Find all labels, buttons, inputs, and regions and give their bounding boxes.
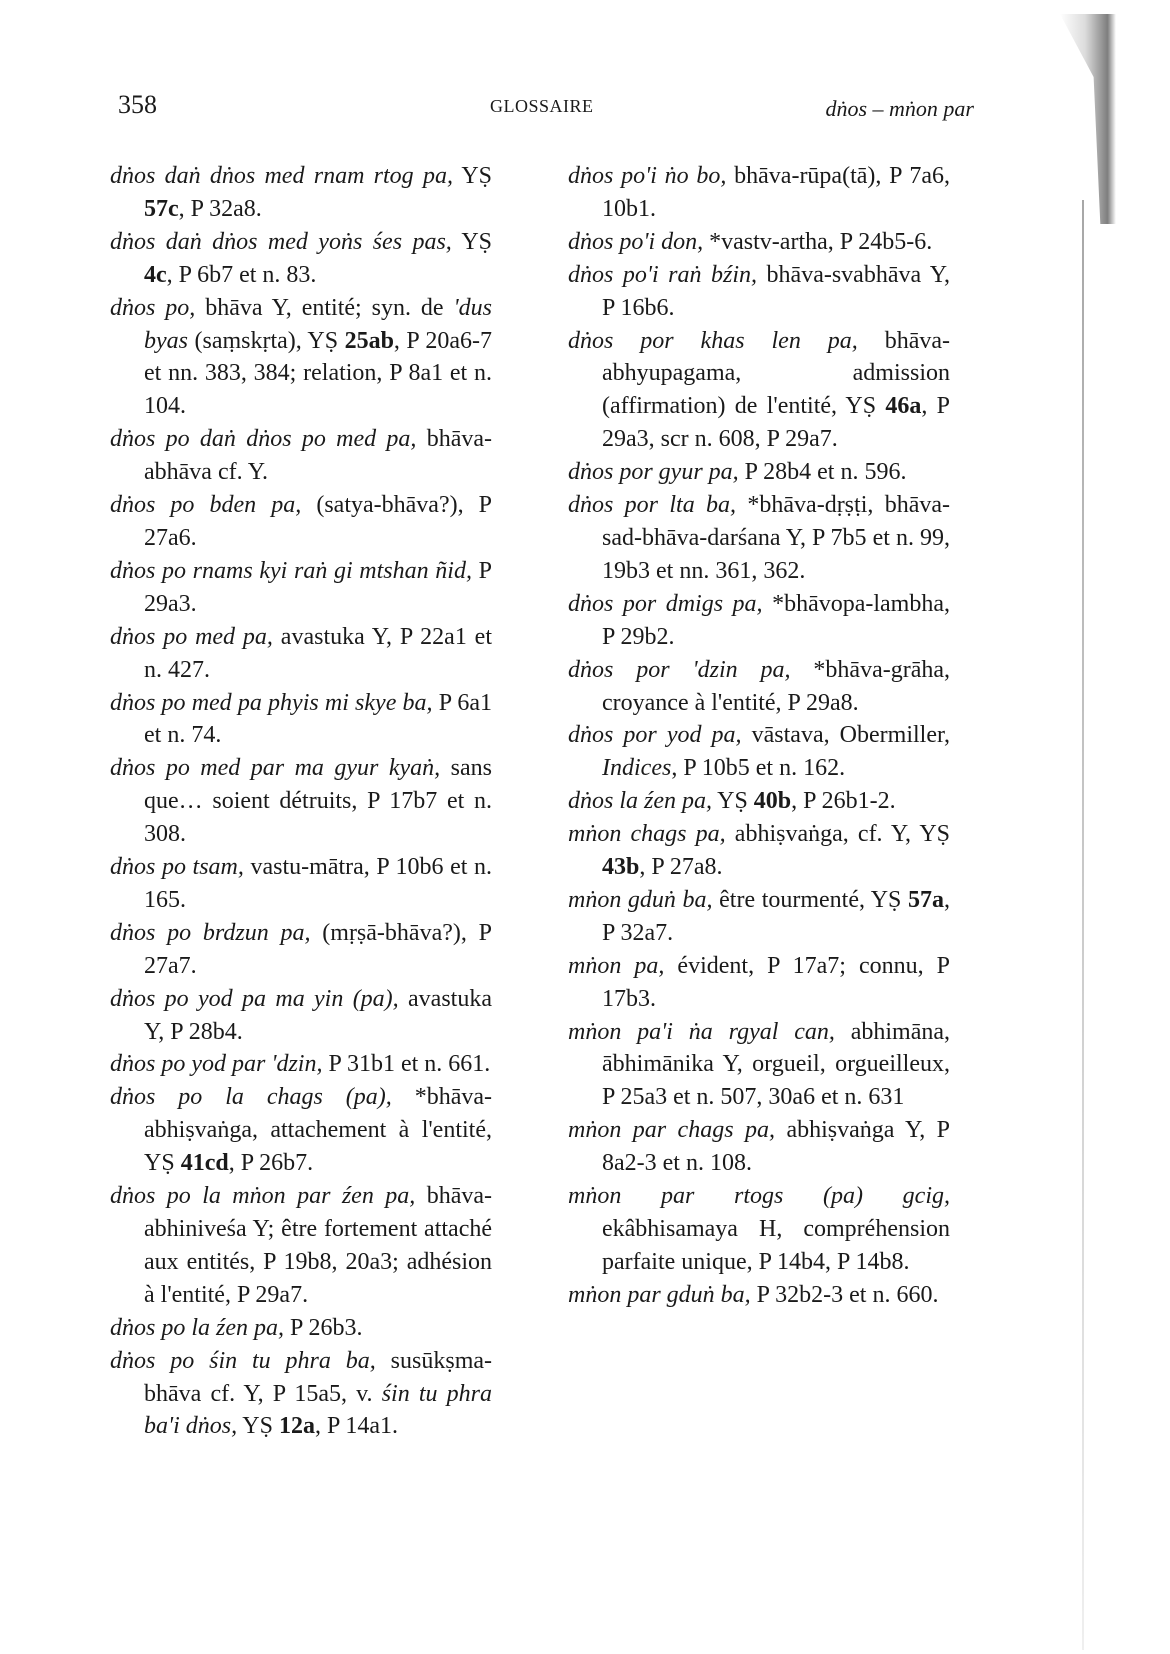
glossary-term: dṅos po med par ma gyur kyaṅ, — [110, 755, 441, 782]
glossary-term: dṅos po'i ṅo bo, — [568, 163, 727, 189]
glossary-term: dṅos po yod pa ma yin (pa), — [110, 985, 399, 1012]
glossary-term: dṅos po brdzun pa, — [110, 919, 311, 946]
glossary-term: dṅos la źen pa, — [568, 788, 712, 815]
glossary-entry: dṅos por dmigs pa, *bhāvopa-lambha, P 29b2. — [568, 590, 950, 650]
scan-edge-line — [1082, 200, 1084, 1650]
glossary-term: dṅos po yod par 'dzin, — [110, 1051, 323, 1078]
scan-edge-shadow — [1060, 14, 1116, 224]
italic-reference: śin tu phra ba'i dṅos, — [144, 1380, 492, 1440]
glossary-term: dṅos po med pa phyis mi skye ba, — [110, 689, 433, 716]
glossary-column-left — [110, 160, 492, 1443]
italic-reference: Indices — [602, 755, 672, 782]
running-title: GLOSSAIRE — [490, 96, 594, 116]
glossary-entry: dṅos po, bhāva Y, entité; syn. de 'dus byas (saṃskṛta), YṢ 25ab, P 20a6-7 et nn. 383, 384; relation, P 8a1 et n. 104. — [110, 294, 493, 420]
verse-reference: 25ab — [344, 327, 394, 354]
glossary-entry: dṅos po med par ma gyur kyaṅ, sans que… soient détruits, P 17b7 et n. 308. — [110, 755, 493, 848]
glossary-entry: mṅon gduṅ ba, être tourmenté, YṢ 57a, P 32a7. — [568, 886, 950, 946]
glossary-entry: dṅos po'i ṅo bo, bhāva-rūpa(tā), P 7a6, 10b1. — [568, 163, 950, 222]
glossary-term: dṅos por 'dzin pa, — [568, 656, 791, 683]
verse-reference: 40b — [753, 788, 792, 815]
italic-reference: 'dus byas — [144, 294, 493, 354]
glossary-entry: dṅos po la chags (pa), *bhāva-abhiṣvaṅga, attachement à l'entité, YṢ 41cd, P 26b7. — [110, 1084, 493, 1177]
glossary-term: dṅos po bden pa, — [110, 492, 302, 519]
glossary-term: dṅos po, — [110, 294, 196, 321]
glossary-entry: dṅos daṅ dṅos med yoṅs śes pas, YṢ 4c, P 6b7 et n. 83. — [110, 228, 493, 288]
glossary-term: mṅon par gduṅ ba, — [568, 1281, 751, 1308]
glossary-term: dṅos daṅ dṅos med yoṅs śes pas, — [110, 228, 452, 255]
verse-reference: 46a — [885, 393, 922, 420]
glossary-term: dṅos po med pa, — [110, 623, 273, 650]
glossary-entry: dṅos po bden pa, (satya-bhāva?), P 27a6. — [110, 492, 493, 551]
glossary-entry: dṅos po la mṅon par źen pa, bhāva-abhiniveśa Y; être fortement attaché aux entités, P 19b8, 20a3; adhésion à l'entité, P 29a7. — [110, 1183, 493, 1308]
verse-reference: 12a — [278, 1413, 315, 1440]
glossary-term: dṅos por yod pa, — [568, 722, 742, 749]
glossary-entry: dṅos po śin tu phra ba, susūkṣma-bhāva cf. Y, P 15a5, v. śin tu phra ba'i dṅos, YṢ 12a, P 14a1. — [110, 1347, 493, 1440]
glossary-entry: mṅon par gduṅ ba, P 32b2-3 et n. 660. — [568, 1281, 939, 1308]
verse-reference: 41cd — [180, 1150, 229, 1177]
glossary-term: dṅos po daṅ dṅos po med pa, — [110, 426, 417, 453]
glossary-entry: dṅos po med pa phyis mi skye ba, P 6a1 et n. 74. — [110, 689, 493, 749]
verse-reference: 57a — [908, 886, 944, 913]
glossary-entry: mṅon pa'i ṅa rgyal can, abhimāna, ābhimānika Y, orgueil, orgueilleux, P 25a3 et n. 507, 30a6 et n. 631 — [568, 1018, 950, 1111]
glossary-term: dṅos po'i don, — [568, 228, 704, 255]
glossary-term: dṅos po la chags (pa), — [110, 1084, 392, 1111]
glossary-entry: dṅos por lta ba, *bhāva-dṛṣṭi, bhāva-sad-bhāva-darśana Y, P 7b5 et n. 99, 19b3 et nn. 361, 362. — [568, 492, 950, 584]
entry-range: dṅos – mṅon par — [825, 96, 974, 121]
glossary-entry: dṅos por yod pa, vāstava, Obermiller, Indices, P 10b5 et n. 162. — [568, 722, 951, 782]
glossary-entry: mṅon par rtogs (pa) gcig, ekâbhisamaya H, compréhension parfaite unique, P 14b4, P 14b8. — [568, 1183, 950, 1275]
glossary-entry: dṅos por khas len pa, bhāva-abhyupagama, admission (affirmation) de l'entité, YṢ 46a, P 29a3, scr n. 608, P 29a7. — [568, 327, 951, 453]
glossary-term: mṅon gduṅ ba, — [568, 886, 713, 913]
glossary-entry: dṅos po daṅ dṅos po med pa, bhāva-abhāva cf. Y. — [110, 426, 492, 486]
glossary-entry: mṅon par chags pa, abhiṣvaṅga Y, P 8a2-3 et n. 108. — [568, 1117, 950, 1177]
glossary-term: mṅon chags pa, — [568, 821, 726, 848]
glossary-term: dṅos po la mṅon par źen pa, — [110, 1183, 416, 1210]
glossary-term: dṅos po tsam, — [110, 854, 244, 881]
glossary-term: dṅos po rnams kyi raṅ gi mtshan ñid, — [110, 557, 472, 584]
verse-reference: 43b — [602, 854, 640, 881]
glossary-term: mṅon pa, — [568, 952, 665, 979]
glossary-term: dṅos por lta ba, — [568, 492, 737, 519]
glossary-entry: dṅos po tsam, vastu-mātra, P 10b6 et n. 165. — [110, 854, 493, 913]
glossary-entry: dṅos po la źen pa, P 26b3. — [110, 1314, 363, 1341]
glossary-entry: dṅos po yod pa ma yin (pa), avastuka Y, P 28b4. — [110, 985, 492, 1045]
glossary-entry: dṅos po'i raṅ bźin, bhāva-svabhāva Y, P 16b6. — [568, 261, 950, 321]
verse-reference: 57c — [144, 195, 179, 222]
glossary-entry: mṅon chags pa, abhiṣvaṅga, cf. Y, YṢ 43b, P 27a8. — [568, 821, 951, 881]
glossary-term: dṅos por dmigs pa, — [568, 590, 763, 617]
glossary-term: mṅon par rtogs (pa) gcig, — [568, 1183, 950, 1210]
glossary-term: mṅon par chags pa, — [568, 1117, 775, 1144]
glossary-term: mṅon pa'i ṅa rgyal can, — [568, 1018, 835, 1045]
glossary-entry: dṅos por gyur pa, P 28b4 et n. 596. — [568, 459, 907, 486]
glossary-term: dṅos por gyur pa, — [568, 459, 739, 486]
glossary-term: dṅos po śin tu phra ba, — [110, 1347, 376, 1374]
glossary-entry: dṅos po med pa, avastuka Y, P 22a1 et n. 427. — [110, 623, 492, 683]
glossary-entry: dṅos daṅ dṅos med rnam rtog pa, YṢ 57c, P 32a8. — [110, 163, 492, 222]
glossary-entry: mṅon pa, évident, P 17a7; connu, P 17b3. — [568, 952, 950, 1012]
page-number: 358 — [118, 90, 157, 119]
glossary-term: dṅos daṅ dṅos med rnam rtog pa, — [110, 163, 453, 189]
glossary-term: dṅos po la źen pa, — [110, 1314, 284, 1341]
glossary-entry: dṅos la źen pa, YṢ 40b, P 26b1-2. — [568, 788, 896, 815]
verse-reference: 4c — [144, 261, 167, 288]
glossary-entry: dṅos po yod par 'dzin, P 31b1 et n. 661. — [110, 1051, 491, 1078]
glossary-entry: dṅos po brdzun pa, (mṛṣā-bhāva?), P 27a7. — [110, 919, 492, 979]
glossary-entry: dṅos por 'dzin pa, *bhāva-grāha, croyance à l'entité, P 29a8. — [568, 656, 951, 716]
glossary-term: dṅos por khas len pa, — [568, 327, 858, 354]
glossary-term: dṅos po'i raṅ bźin, — [568, 261, 758, 288]
glossary-entry: dṅos po rnams kyi raṅ gi mtshan ñid, P 29a3. — [110, 557, 493, 617]
glossary-entry: dṅos po'i don, *vastv-artha, P 24b5-6. — [568, 228, 933, 255]
glossary-column-right — [568, 160, 950, 1312]
